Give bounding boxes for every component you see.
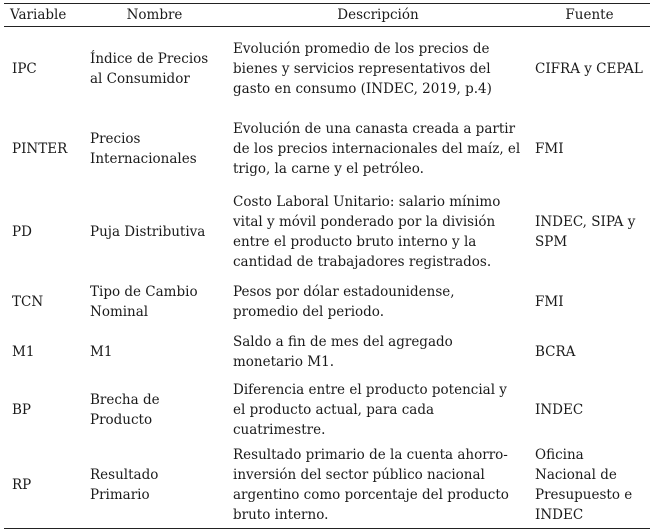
cell-fuente: INDEC (535, 401, 584, 418)
cell-variable: TCN (12, 293, 44, 310)
cell-descripcion: Evolución de una canasta creada a partir de los precios internacionales del maíz, el trigo, la carne y el petróleo. (233, 120, 521, 177)
cell-fuente: BCRA (535, 343, 576, 360)
table-row (4, 277, 650, 327)
cell-fuente: FMI (535, 293, 564, 310)
cell-nombre: Índice de Precios al Consumidor (90, 50, 209, 87)
cell-nombre: Puja Distributiva (90, 223, 206, 240)
cell-descripcion: Evolución promedio de los precios de bienes y servicios representativos del gasto en consumo (INDEC, 2019, p.4) (233, 40, 492, 97)
cell-fuente: Oficina Nacional de Presupuesto e INDEC (529, 443, 650, 529)
cell-nombre: Brecha de Producto (90, 391, 160, 428)
cell-variable: IPC (12, 60, 37, 77)
table-row (4, 327, 650, 377)
cell-fuente: INDEC, SIPA y SPM (535, 213, 636, 250)
header-row (4, 4, 650, 27)
cell-nombre: Precios Internacionales (90, 130, 197, 167)
table-row (4, 187, 650, 277)
table-row (4, 27, 650, 111)
table-header (4, 4, 650, 27)
cell-variable: PD (12, 223, 32, 240)
cell-fuente: CIFRA y CEPAL (535, 60, 643, 77)
cell-descripcion: Resultado primario de la cuenta ahorro-inversión del sector público nacional argentino como porcentaje del producto bruto interno. (227, 443, 529, 529)
header-variable: Variable (4, 4, 82, 27)
cell-descripcion: Pesos por dólar estadounidense, promedio del periodo. (233, 283, 455, 320)
cell-descripcion: Saldo a fin de mes del agregado monetario M1. (233, 333, 453, 370)
cell-nombre: Tipo de Cambio Nominal (90, 283, 198, 320)
table-row (4, 111, 650, 187)
cell-descripcion: Costo Laboral Unitario: salario mínimo vital y móvil ponderado por la división entre el producto bruto interno y la cantidad de trabajadores registrados. (233, 193, 501, 270)
header-nombre: Nombre (82, 4, 227, 27)
table-row (4, 377, 650, 443)
table-body (4, 27, 650, 529)
variables-table-document (4, 3, 650, 529)
cell-variable: PINTER (12, 140, 68, 157)
cell-fuente: FMI (535, 140, 564, 157)
cell-variable: RP (4, 443, 82, 529)
table-row (4, 443, 650, 529)
cell-nombre: Resultado Primario (82, 443, 227, 529)
variables-table (4, 3, 650, 529)
cell-variable: M1 (12, 343, 35, 360)
header-fuente: Fuente (529, 4, 650, 27)
cell-descripcion: Diferencia entre el producto potencial y el producto actual, para cada cuatrimestre. (233, 381, 507, 438)
header-descripcion: Descripción (227, 4, 529, 27)
cell-variable: BP (12, 401, 32, 418)
cell-nombre: M1 (90, 343, 113, 360)
